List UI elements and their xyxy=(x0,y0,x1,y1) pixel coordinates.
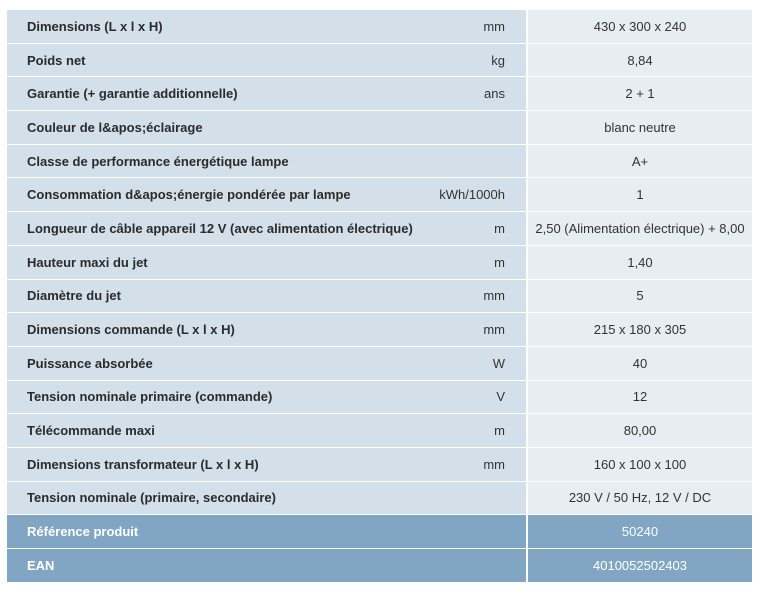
spec-label-cell xyxy=(7,246,528,279)
spec-row-energy-consumption xyxy=(7,178,752,212)
spec-value: 80,00 xyxy=(623,423,657,439)
spec-value: 12 xyxy=(632,389,648,405)
spec-row-light-color xyxy=(7,111,752,145)
spec-label-cell xyxy=(7,347,528,380)
spec-label: Dimensions transformateur (L x l x H) xyxy=(27,456,259,472)
spec-label-cell xyxy=(7,44,528,77)
spec-value-cell xyxy=(528,111,752,144)
id-label-cell xyxy=(7,515,528,548)
spec-value-cell xyxy=(528,10,752,43)
spec-row-cable-length xyxy=(7,212,752,246)
spec-value-cell xyxy=(528,178,752,211)
spec-label-cell xyxy=(7,212,528,245)
spec-value: 215 x 180 x 305 xyxy=(593,322,687,338)
spec-value-cell xyxy=(528,347,752,380)
spec-row-energy-class xyxy=(7,145,752,179)
spec-value-cell xyxy=(528,44,752,77)
spec-unit: mm xyxy=(483,288,505,304)
id-label: Référence produit xyxy=(27,524,139,540)
spec-value-cell xyxy=(528,482,752,515)
spec-label-cell xyxy=(7,448,528,481)
spec-unit: m xyxy=(494,220,505,236)
id-value-cell xyxy=(528,515,752,548)
spec-value: 2 + 1 xyxy=(625,86,655,102)
spec-label: Tension nominale primaire (commande) xyxy=(27,389,273,405)
spec-label-cell xyxy=(7,313,528,346)
spec-value: 5 xyxy=(636,288,644,304)
spec-label: Diamètre du jet xyxy=(27,288,121,304)
spec-value: 1 xyxy=(636,187,644,203)
spec-label: Couleur de l&apos;éclairage xyxy=(27,119,203,135)
spec-row-jet-height xyxy=(7,246,752,280)
spec-label-cell xyxy=(7,414,528,447)
spec-value: 230 V / 50 Hz, 12 V / DC xyxy=(568,490,712,506)
spec-label: Poids net xyxy=(27,52,86,68)
spec-value: 2,50 (Alimentation électrique) + 8,00 xyxy=(535,220,745,236)
spec-unit: ans xyxy=(484,86,505,102)
spec-unit: mm xyxy=(483,18,505,34)
id-label: EAN xyxy=(27,557,55,573)
spec-label-cell xyxy=(7,381,528,414)
spec-row-warranty xyxy=(7,77,752,111)
spec-unit: W xyxy=(492,355,505,371)
spec-value-cell xyxy=(528,246,752,279)
spec-label: Garantie (+ garantie additionnelle) xyxy=(27,86,238,102)
spec-value: 40 xyxy=(632,355,648,371)
spec-row-transformer-dimensions xyxy=(7,448,752,482)
spec-label-cell xyxy=(7,77,528,110)
spec-label: Classe de performance énergétique lampe xyxy=(27,153,289,169)
spec-row-weight xyxy=(7,44,752,78)
spec-value-cell xyxy=(528,212,752,245)
spec-unit: mm xyxy=(483,456,505,472)
spec-label-cell xyxy=(7,10,528,43)
spec-unit: V xyxy=(496,389,505,405)
spec-label: Longueur de câble appareil 12 V (avec alimentation électrique) xyxy=(27,220,413,236)
spec-label: Consommation d&apos;énergie pondérée par lampe xyxy=(27,187,351,203)
id-label-cell xyxy=(7,549,528,582)
spec-table xyxy=(7,10,752,583)
id-row-ean xyxy=(7,549,752,583)
id-value: 4010052502403 xyxy=(593,557,687,573)
spec-row-dimensions xyxy=(7,10,752,44)
spec-row-remote-range xyxy=(7,414,752,448)
spec-label: Tension nominale (primaire, secondaire) xyxy=(27,490,276,506)
spec-label: Télécommande maxi xyxy=(27,423,155,439)
spec-row-nominal-voltage xyxy=(7,482,752,516)
spec-value-cell xyxy=(528,414,752,447)
spec-row-power xyxy=(7,347,752,381)
spec-label-cell xyxy=(7,482,528,515)
spec-label: Dimensions (L x l x H) xyxy=(27,18,163,34)
spec-label-cell xyxy=(7,280,528,313)
spec-row-primary-voltage xyxy=(7,381,752,415)
spec-label-cell xyxy=(7,178,528,211)
spec-unit: m xyxy=(494,254,505,270)
spec-unit: m xyxy=(494,423,505,439)
spec-value-cell xyxy=(528,313,752,346)
spec-value-cell xyxy=(528,381,752,414)
spec-row-control-dimensions xyxy=(7,313,752,347)
id-row-product-reference xyxy=(7,515,752,549)
spec-value-cell xyxy=(528,145,752,178)
spec-value: A+ xyxy=(631,153,649,169)
spec-value-cell xyxy=(528,77,752,110)
spec-unit: mm xyxy=(483,322,505,338)
spec-unit: kWh/1000h xyxy=(439,187,505,203)
spec-value: 8,84 xyxy=(627,52,653,68)
spec-value-cell xyxy=(528,448,752,481)
spec-label-cell xyxy=(7,145,528,178)
spec-label: Dimensions commande (L x l x H) xyxy=(27,322,235,338)
spec-value: blanc neutre xyxy=(604,119,676,135)
id-value: 50240 xyxy=(621,524,659,540)
id-value-cell xyxy=(528,549,752,582)
spec-value: 430 x 300 x 240 xyxy=(593,18,687,34)
spec-value: 1,40 xyxy=(627,254,653,270)
spec-label: Hauteur maxi du jet xyxy=(27,254,148,270)
spec-value-cell xyxy=(528,280,752,313)
spec-label-cell xyxy=(7,111,528,144)
spec-unit: kg xyxy=(491,52,505,68)
spec-label: Puissance absorbée xyxy=(27,355,153,371)
spec-value: 160 x 100 x 100 xyxy=(593,456,687,472)
spec-row-jet-diameter xyxy=(7,280,752,314)
